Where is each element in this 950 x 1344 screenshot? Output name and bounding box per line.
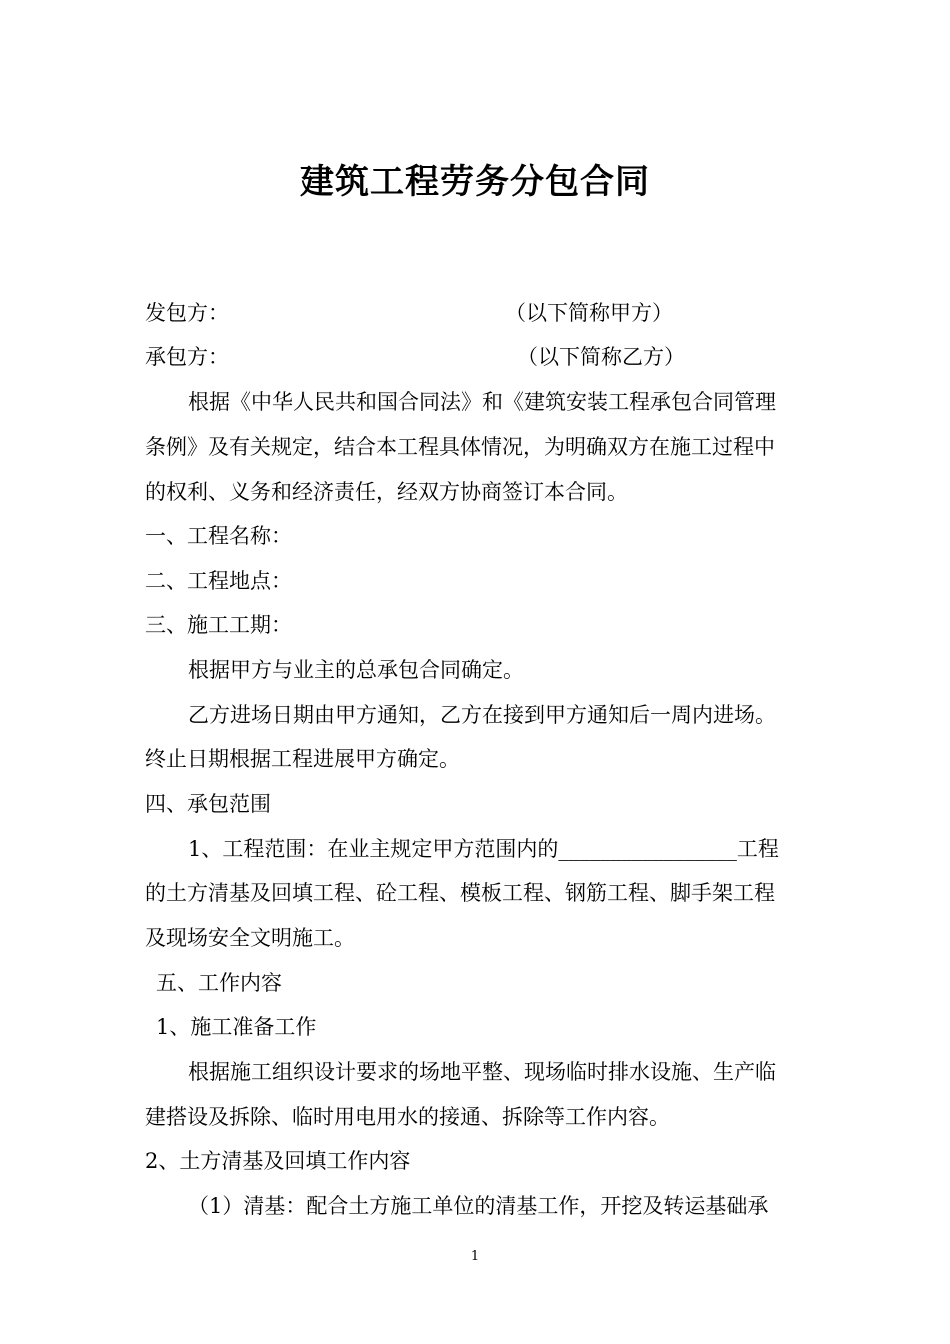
intro-line-3: 的权利、义务和经济责任，经双方协商签订本合同。 <box>145 480 628 504</box>
section-2-heading: 二、工程地点： <box>145 569 292 593</box>
document-title: 建筑工程劳务分包合同 <box>300 162 650 202</box>
section-5-item-2-sub-1: （1）清基：配合土方施工单位的清基工作，开挖及转运基础承 <box>188 1194 769 1218</box>
section-3-para-1: 根据甲方与业主的总承包合同确定。 <box>188 658 524 682</box>
section-5-item-1-para-line-2: 建搭设及拆除、临时用电用水的接通、拆除等工作内容。 <box>145 1105 670 1129</box>
section-5-heading: 五、工作内容 <box>156 971 282 995</box>
section-4-item-1-line-1: 1、工程范围：在业主规定甲方范围内的_________________工程 <box>188 837 779 861</box>
section-5-item-1-heading: 1、施工准备工作 <box>156 1015 317 1039</box>
section-3-para-2-line-1: 乙方进场日期由甲方通知，乙方在接到甲方通知后一周内进场。 <box>188 703 776 727</box>
party-a-note: （以下简称甲方） <box>505 301 673 325</box>
section-4-item-1-line-2: 的土方清基及回填工程、砼工程、模板工程、钢筋工程、脚手架工程 <box>145 881 775 905</box>
section-4-heading: 四、承包范围 <box>145 792 271 816</box>
party-a-label: 发包方： <box>145 301 229 325</box>
section-4-item-1-line-3: 及现场安全文明施工。 <box>145 926 355 950</box>
party-b-note: （以下简称乙方） <box>517 345 685 369</box>
page-number: 1 <box>470 1249 480 1264</box>
intro-line-2: 条例》及有关规定，结合本工程具体情况，为明确双方在施工过程中 <box>145 435 775 459</box>
section-5-item-2-heading: 2、土方清基及回填工作内容 <box>145 1149 411 1173</box>
section-3-heading: 三、施工工期： <box>145 613 292 637</box>
intro-line-1: 根据《中华人民共和国合同法》和《建筑安装工程承包合同管理 <box>188 390 776 414</box>
section-3-para-2-line-2: 终止日期根据工程进展甲方确定。 <box>145 747 460 771</box>
party-b-label: 承包方： <box>145 345 229 369</box>
section-1-heading: 一、工程名称： <box>145 524 292 548</box>
section-5-item-1-para-line-1: 根据施工组织设计要求的场地平整、现场临时排水设施、生产临 <box>188 1060 776 1084</box>
